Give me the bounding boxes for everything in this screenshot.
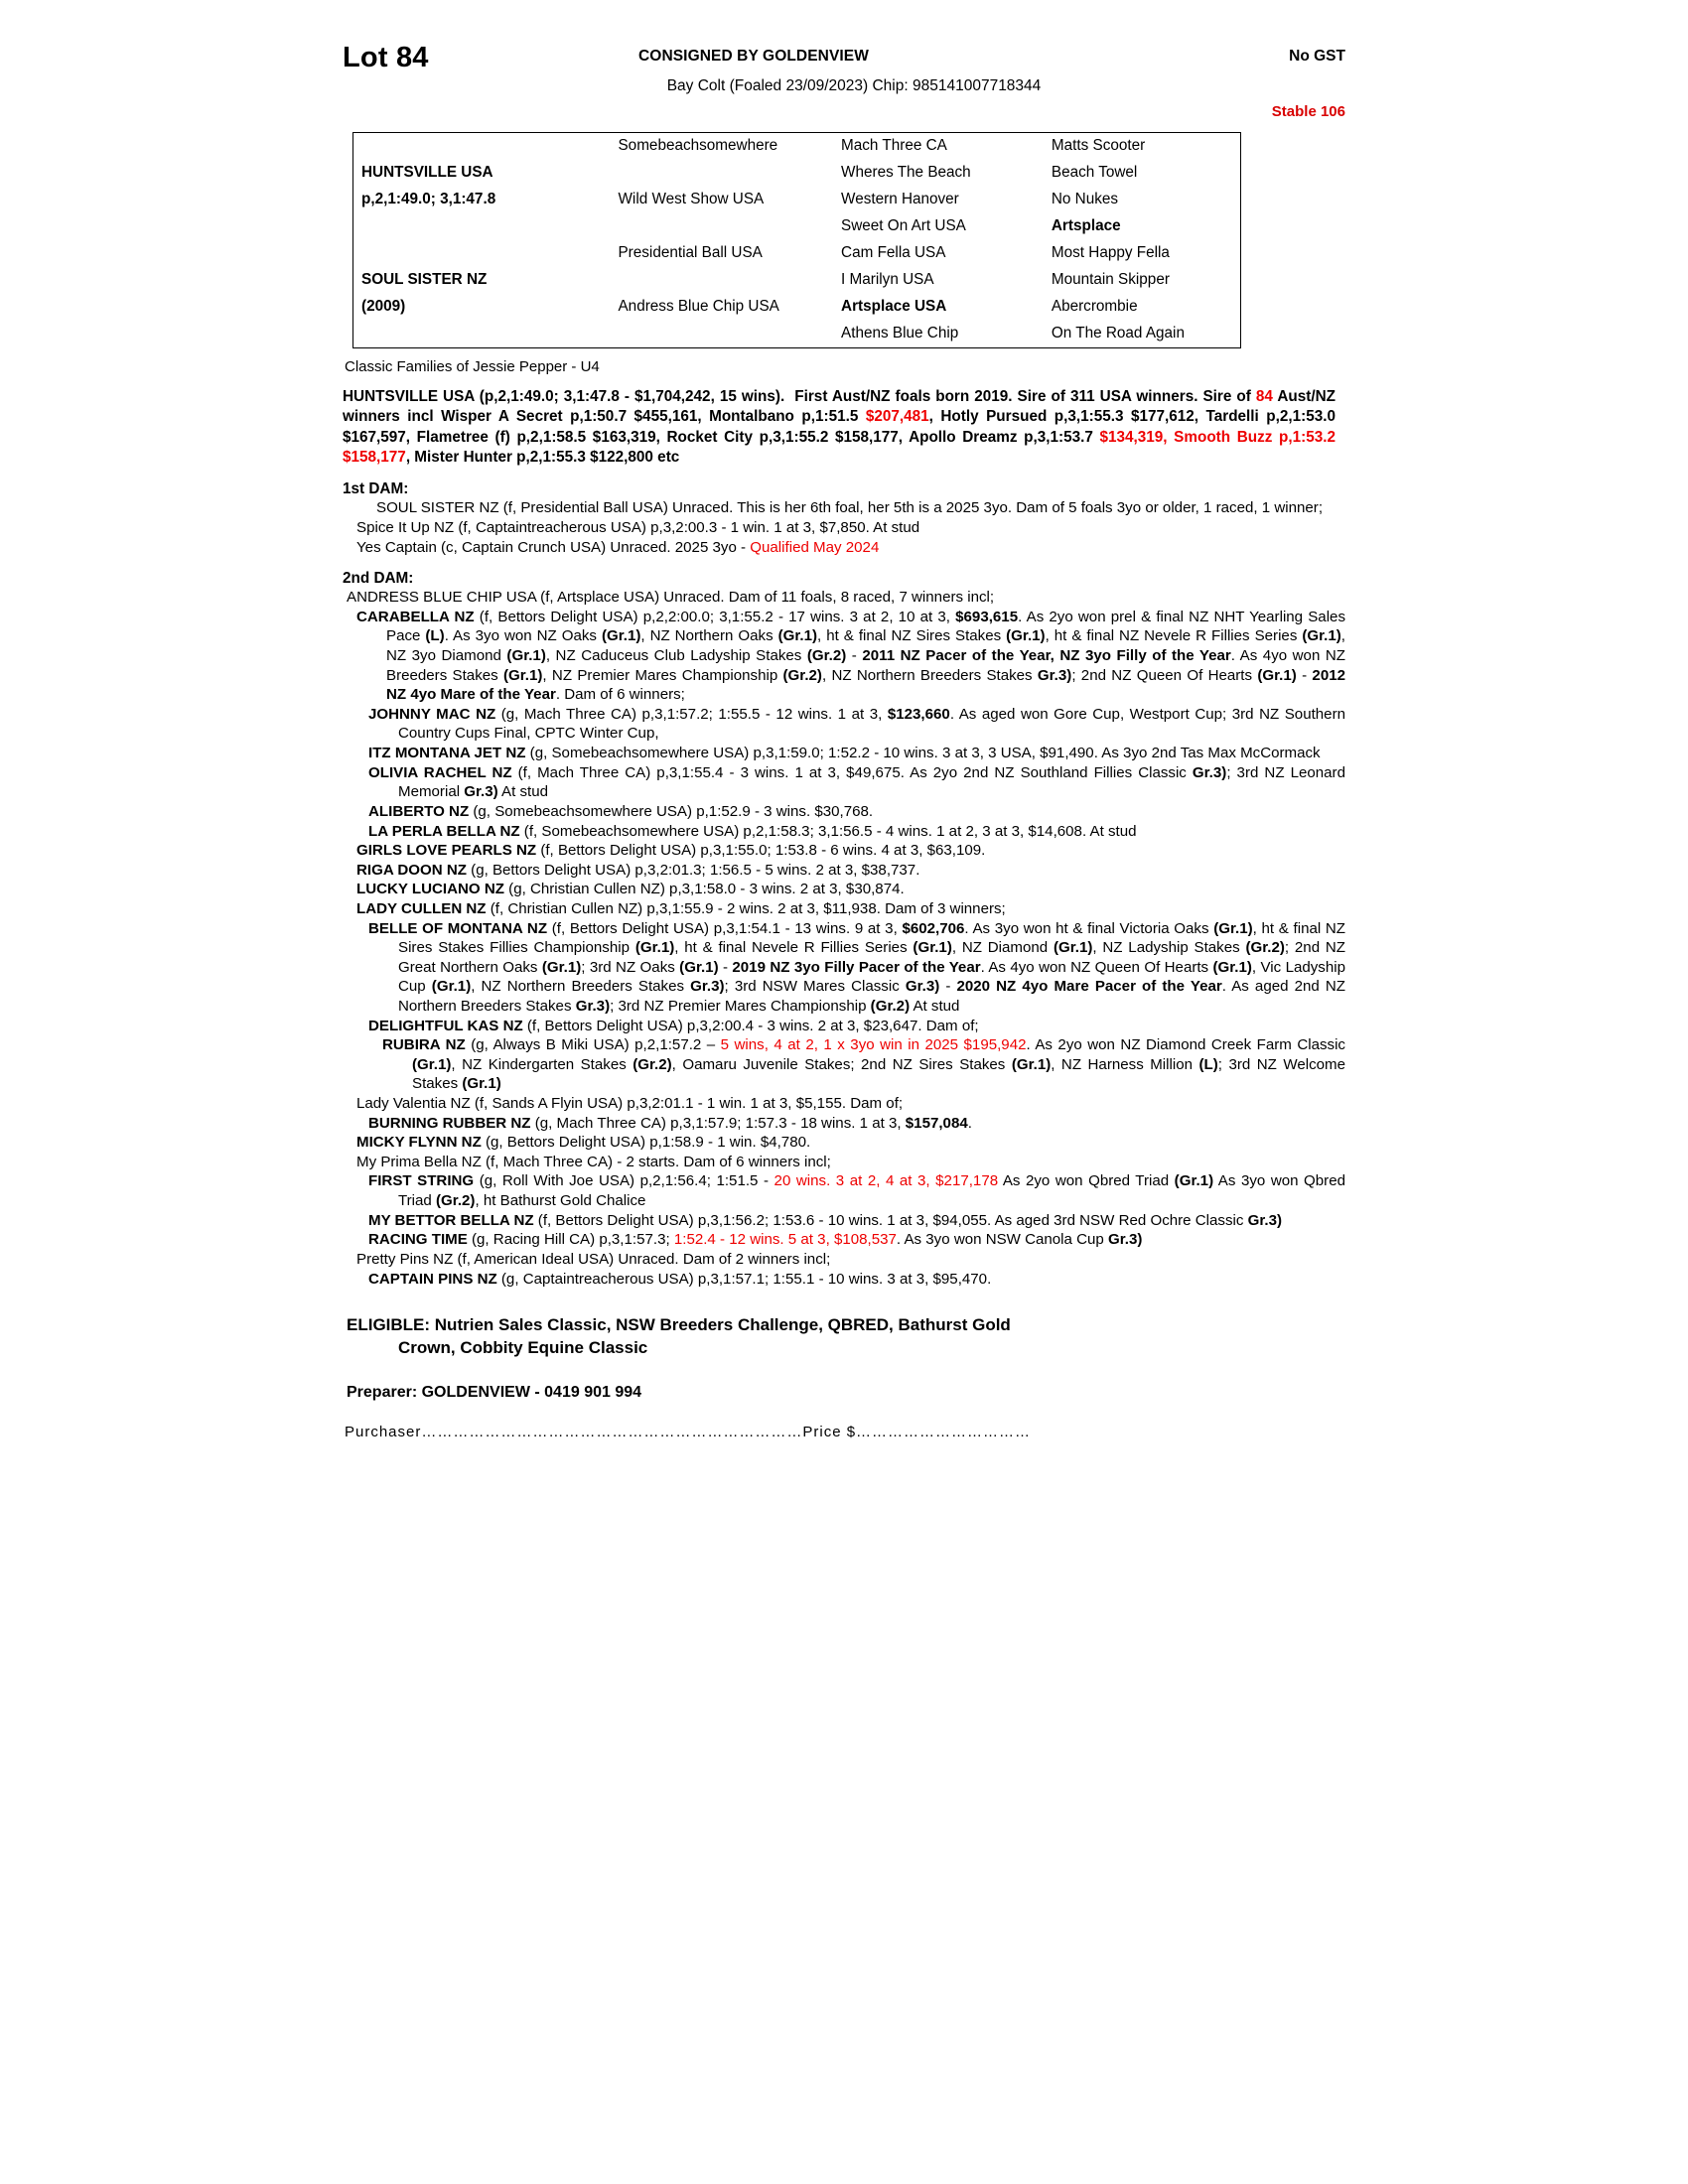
pedigree-cell-dam-sire [353, 213, 611, 240]
pedigree-note-line: SOUL SISTER NZ (f, Presidential Ball USA) Unraced. This is her 6th foal, her 5th is a 2025 3yo. Dam of 5 foals 3yo or older, 1 raced, 1 winner; [376, 499, 1324, 517]
pedigree-note-line: ITZ MONTANA JET NZ (g, Somebeachsomewhere USA) p,3,1:59.0; 1:52.2 - 10 wins. 3 at 3, 3 USA, $91,490. As 3yo 2nd Tas Max McCormack [368, 745, 1321, 762]
pedigree-note-line: LUCKY LUCIANO NZ (g, Christian Cullen NZ) p,3,1:58.0 - 3 wins. 2 at 3, $30,874. [356, 881, 905, 898]
pedigree-note-line: RACING TIME (g, Racing Hill CA) p,3,1:57.3; 1:52.4 - 12 wins. 5 at 3, $108,537. As 3yo won NSW Canola Cup Gr.3) [368, 1231, 1143, 1249]
pedigree-cell-gen4: Artsplace [1051, 217, 1121, 235]
pedigree-cell-gen4: Mountain Skipper [1051, 271, 1170, 289]
pedigree-table-wrap [343, 132, 1345, 348]
pedigree-cell-gen4: Abercrombie [1051, 298, 1138, 316]
second-dam-heading: 2nd DAM: [343, 570, 414, 588]
eligible-line-2: Crown, Cobbity Equine Classic [398, 1338, 648, 1358]
pedigree-cell-gen4: Matts Scooter [1051, 137, 1146, 155]
consigned-by: CONSIGNED BY GOLDENVIEW [638, 48, 869, 65]
pedigree-note-line: LADY CULLEN NZ (f, Christian Cullen NZ) p,3,1:55.9 - 2 wins. 2 at 3, $11,938. Dam of 3 winners; [356, 899, 1006, 917]
pedigree-cell-dam-sire: HUNTSVILLE USA [361, 164, 493, 182]
pedigree-cell-gen3: Wheres The Beach [841, 164, 971, 182]
pedigree-cell-gen2: Somebeachsomewhere [618, 137, 778, 155]
first-dam-heading: 1st DAM: [343, 480, 409, 498]
classic-families-line: Classic Families of Jessie Pepper - U4 [345, 358, 600, 375]
pedigree-note-line: Yes Captain (c, Captain Crunch USA) Unraced. 2025 3yo - Qualified May 2024 [356, 538, 880, 556]
pedigree-cell-gen2 [610, 160, 833, 187]
pedigree-cell-gen3: Cam Fella USA [841, 244, 946, 262]
preparer-line: Preparer: GOLDENVIEW - 0419 901 994 [347, 1384, 642, 1402]
pedigree-note-line: FIRST STRING (g, Roll With Joe USA) p,2,1:56.4; 1:51.5 - 20 wins. 3 at 2, 4 at 3, $217,178 As 2yo won Qbred Triad (Gr.1) As 3yo won Qbred Triad (Gr.2), ht Bathurst Gold Chalice [368, 1172, 1345, 1210]
pedigree-cell-gen3: Mach Three CA [841, 137, 947, 155]
pedigree-cell-gen4: No Nukes [1051, 191, 1119, 208]
pedigree-row [353, 133, 1241, 161]
pedigree-row [353, 321, 1241, 348]
pedigree-cell-dam-sire: p,2,1:49.0; 3,1:47.8 [361, 191, 496, 208]
pedigree-table [352, 132, 1241, 348]
pedigree-cell-dam-sire: SOUL SISTER NZ [361, 271, 488, 289]
pedigree-cell-gen2: Andress Blue Chip USA [618, 298, 779, 316]
pedigree-note-line: RIGA DOON NZ (g, Bettors Delight USA) p,3,2:01.3; 1:56.5 - 5 wins. 2 at 3, $38,737. [356, 861, 920, 879]
pedigree-cell-dam-sire [353, 240, 611, 267]
pedigree-cell-dam-sire [353, 133, 611, 161]
pedigree-cell-gen2 [610, 267, 833, 294]
pedigree-cell-dam-sire: (2009) [361, 298, 406, 316]
pedigree-note-line: ALIBERTO NZ (g, Somebeachsomewhere USA) p,1:52.9 - 3 wins. $30,768. [368, 802, 874, 820]
pedigree-row [353, 213, 1241, 240]
eligible-section [347, 1314, 1345, 1360]
pedigree-note-line: LA PERLA BELLA NZ (f, Somebeachsomewhere USA) p,2,1:58.3; 3,1:56.5 - 4 wins. 1 at 2, 3 at 3, $14,608. At stud [368, 822, 1137, 840]
pedigree-note-line: Lady Valentia NZ (f, Sands A Flyin USA) p,3,2:01.1 - 1 win. 1 at 3, $5,155. Dam of; [356, 1095, 904, 1113]
pedigree-cell-gen3: Western Hanover [841, 191, 959, 208]
pedigree-cell-gen2: Wild West Show USA [618, 191, 765, 208]
pedigree-note-line: OLIVIA RACHEL NZ (f, Mach Three CA) p,3,1:55.4 - 3 wins. 1 at 3, $49,675. As 2yo 2nd NZ Southland Fillies Classic Gr.3); 3rd NZ Leonard Memorial Gr.3) At stud [368, 763, 1345, 801]
pedigree-note-line: ANDRESS BLUE CHIP USA (f, Artsplace USA) Unraced. Dam of 11 foals, 8 raced, 7 winners incl; [347, 589, 995, 607]
pedigree-note-line: JOHNNY MAC NZ (g, Mach Three CA) p,3,1:57.2; 1:55.5 - 12 wins. 1 at 3, $123,660. As aged won Gore Cup, Westport Cup; 3rd NZ Southern Country Cups Final, CPTC Winter Cup, [368, 705, 1345, 743]
pedigree-row [353, 187, 1241, 213]
first-dam-block [343, 498, 1345, 557]
pedigree-note-line: BURNING RUBBER NZ (g, Mach Three CA) p,3,1:57.9; 1:57.3 - 18 wins. 1 at 3, $157,084. [368, 1114, 972, 1132]
pedigree-note-line: MY BETTOR BELLA NZ (f, Bettors Delight USA) p,3,1:56.2; 1:53.6 - 10 wins. 1 at 3, $94,055. As aged 3rd NSW Red Ochre Classic Gr.3) [368, 1211, 1282, 1229]
pedigree-cell-gen3: I Marilyn USA [841, 271, 934, 289]
pedigree-cell-gen2 [610, 321, 833, 348]
price-field: Price $…………………………… [802, 1424, 1032, 1441]
purchaser-line [345, 1424, 1345, 1440]
pedigree-cell-gen2: Presidential Ball USA [618, 244, 763, 262]
pedigree-cell-gen4: On The Road Again [1051, 325, 1185, 342]
page-content [343, 42, 1345, 1440]
pedigree-note-line: MICKY FLYNN NZ (g, Bettors Delight USA) p,1:58.9 - 1 win. $4,780. [356, 1134, 811, 1152]
horse-description: Bay Colt (Foaled 23/09/2023) Chip: 985141007718344 [666, 77, 1042, 94]
pedigree-cell-gen4: Beach Towel [1051, 164, 1138, 182]
pedigree-note-line: BELLE OF MONTANA NZ (f, Bettors Delight USA) p,3,1:54.1 - 13 wins. 9 at 3, $602,706. As 3yo won ht & final Victoria Oaks (Gr.1), ht & final NZ Sires Stakes Fillies Championship (Gr.1), ht & final Nevele R Fillies Series (Gr.1), NZ Diamond (Gr.1), NZ Ladyship Stakes (Gr.2); 2nd NZ Great Northern Oaks (Gr.1); 3rd NZ Oaks (Gr.1) - 2019 NZ 3yo Filly Pacer of the Year. As 4yo won NZ Queen Of Hearts (Gr.1), Vic Ladyship Cup (Gr.1), NZ Northern Breeders Stakes Gr.3); 3rd NSW Mares Classic Gr.3) - 2020 NZ 4yo Mare Pacer of the Year. As aged 2nd NZ Northern Breeders Stakes Gr.3); 3rd NZ Premier Mares Championship (Gr.2) At stud [368, 919, 1346, 1015]
second-dam-block [343, 588, 1345, 1289]
pedigree-note-line: CARABELLA NZ (f, Bettors Delight USA) p,2,2:00.0; 3,1:55.2 - 17 wins. 3 at 2, 10 at 3, $693,615. As 2yo won prel & final NZ NHT Yearling Sales Pace (L). As 3yo won NZ Oaks (Gr.1), NZ Northern Oaks (Gr.1), ht & final NZ Sires Stakes (Gr.1), ht & final NZ Nevele R Fillies Series (Gr.1), NZ 3yo Diamond (Gr.1), NZ Caduceus Club Ladyship Stakes (Gr.2) - 2011 NZ Pacer of the Year, NZ 3yo Filly of the Year. As 4yo won NZ Breeders Stakes (Gr.1), NZ Premier Mares Championship (Gr.2), NZ Northern Breeders Stakes Gr.3); 2nd NZ Queen Of Hearts (Gr.1) - 2012 NZ 4yo Mare of the Year. Dam of 6 winners; [356, 608, 1345, 704]
gst-status: No GST [1289, 48, 1345, 65]
eligible-line-1: ELIGIBLE: Nutrien Sales Classic, NSW Breeders Challenge, QBRED, Bathurst Gold [347, 1315, 1011, 1335]
page-header [343, 42, 1345, 81]
pedigree-note-line: My Prima Bella NZ (f, Mach Three CA) - 2 starts. Dam of 6 winners incl; [356, 1153, 831, 1170]
pedigree-cell-gen3: Athens Blue Chip [841, 325, 959, 342]
pedigree-row [353, 294, 1241, 321]
pedigree-cell-gen4: Most Happy Fella [1051, 244, 1170, 262]
pedigree-cell-gen3: Sweet On Art USA [841, 217, 966, 235]
purchaser-field: Purchaser……………………………………………………………… [345, 1424, 803, 1441]
pedigree-cell-dam-sire [353, 321, 611, 348]
lot-number: Lot 84 [343, 42, 429, 73]
sire-paragraph: HUNTSVILLE USA (p,2,1:49.0; 3,1:47.8 - $1,704,242, 15 wins). First Aust/NZ foals born 2019. Sire of 311 USA winners. Sire of 84 Aust/NZ winners incl Wisper A Secret p,1:50.7 $455,161, Montalbano p,1:51.5 $207,481, Hotly Pursued p,3,1:55.3 $177,612, Tardelli p,2,1:53.0 $167,597, Flametree (f) p,2,1:58.5 $163,319, Rocket City p,3,1:55.2 $158,177, Apollo Dreamz p,3,1:53.7 $134,319, Smooth Buzz p,1:53.2 $158,177, Mister Hunter p,2,1:55.3 $122,800 etc [343, 388, 1336, 467]
pedigree-row [353, 267, 1241, 294]
pedigree-row [353, 160, 1241, 187]
pedigree-note-line: GIRLS LOVE PEARLS NZ (f, Bettors Delight USA) p,3,1:55.0; 1:53.8 - 6 wins. 4 at 3, $63,109. [356, 842, 986, 860]
pedigree-note-line: CAPTAIN PINS NZ (g, Captaintreacherous USA) p,3,1:57.1; 1:55.1 - 10 wins. 3 at 3, $95,470. [368, 1270, 992, 1288]
pedigree-note-line: RUBIRA NZ (g, Always B Miki USA) p,2,1:57.2 – 5 wins, 4 at 2, 1 x 3yo win in 2025 $195,942. As 2yo won NZ Diamond Creek Farm Classic (Gr.1), NZ Kindergarten Stakes (Gr.2), Oamaru Juvenile Stakes; 2nd NZ Sires Stakes (Gr.1), NZ Harness Million (L); 3rd NZ Welcome Stakes (Gr.1) [382, 1036, 1345, 1093]
stable-badge: Stable 106 [1271, 103, 1345, 120]
pedigree-cell-gen2 [610, 213, 833, 240]
pedigree-note-line: Pretty Pins NZ (f, American Ideal USA) Unraced. Dam of 2 winners incl; [356, 1250, 831, 1268]
pedigree-cell-gen3: Artsplace USA [841, 298, 947, 316]
pedigree-row [353, 240, 1241, 267]
pedigree-note-line: DELIGHTFUL KAS NZ (f, Bettors Delight USA) p,3,2:00.4 - 3 wins. 2 at 3, $23,647. Dam of; [368, 1017, 979, 1034]
pedigree-note-line: Spice It Up NZ (f, Captaintreacherous USA) p,3,2:00.3 - 1 win. 1 at 3, $7,850. At stud [356, 518, 920, 536]
